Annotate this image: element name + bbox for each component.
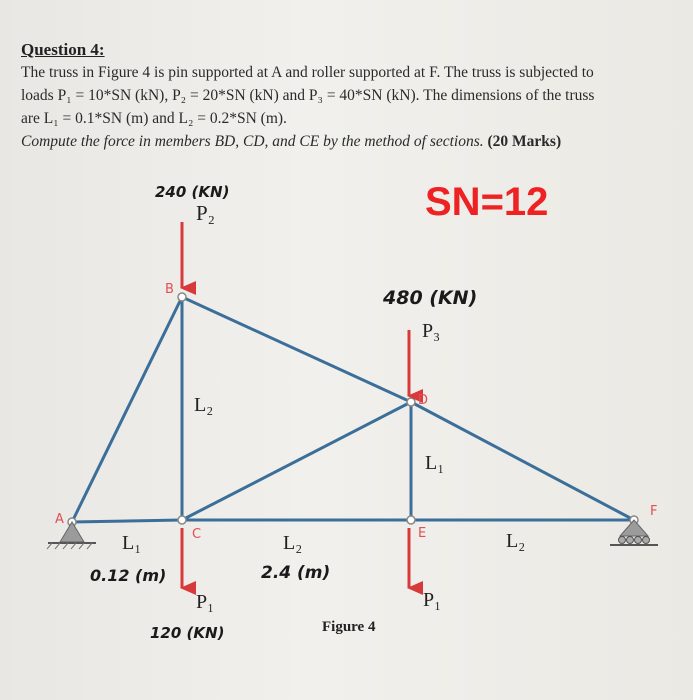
node-label-d: D — [418, 393, 429, 408]
joints — [68, 293, 638, 526]
dimension-l2-right: L₂ — [506, 530, 526, 552]
joint-c — [178, 516, 186, 524]
node-label-b: B — [165, 282, 174, 297]
truss-members — [72, 297, 634, 522]
question-title: Question 4: — [21, 40, 105, 59]
p2-value: 240 (KN) — [155, 183, 230, 201]
roller-support-icon — [610, 520, 658, 545]
node-label-e: E — [418, 526, 427, 541]
dimension-l2-vertical: L₂ — [194, 394, 214, 416]
l1-value: 0.12 (m) — [90, 566, 167, 585]
node-label-f: F — [650, 504, 658, 519]
p1-label-e: P₁ — [423, 589, 442, 611]
member-cd — [182, 402, 411, 520]
sn-value: SN=12 — [425, 180, 549, 224]
l2-value: 2.4 (m) — [261, 563, 331, 583]
member-df — [411, 402, 634, 520]
member-bd — [182, 297, 411, 402]
question-text-line-3: are L₁ = 0.1*SN (m) and L₂ = 0.2*SN (m). — [21, 110, 287, 127]
member-ab — [72, 297, 182, 522]
p1-value: 120 (KN) — [150, 624, 225, 642]
joint-d — [407, 398, 415, 406]
node-label-a: A — [55, 512, 64, 527]
figure-caption: Figure 4 — [322, 619, 376, 635]
p3-label: P₃ — [422, 320, 441, 342]
question-text-line-1: The truss in Figure 4 is pin supported at A and roller supported at F. The truss is subjected to — [21, 64, 594, 81]
p2-label: P₂ — [196, 201, 216, 225]
p1-label-c: P₁ — [196, 591, 215, 613]
dimension-l1-left: L₁ — [122, 532, 142, 554]
question-text-line-2: loads P₁ = 10*SN (kN), P₂ = 20*SN (kN) and P₃ = 40*SN (kN). The dimensions of the truss — [21, 87, 595, 104]
member-ac — [72, 520, 182, 522]
joint-e — [407, 516, 415, 524]
node-label-c: C — [192, 527, 202, 542]
joint-b — [178, 293, 186, 301]
dimension-l2-mid: L₂ — [283, 532, 303, 554]
dimension-l1-vertical: L₁ — [425, 452, 445, 474]
p3-value: 480 (KN) — [383, 287, 478, 309]
question-task: Compute the force in members BD, CD, and CE by the method of sections. — [21, 133, 484, 150]
question-marks: (20 Marks) — [487, 133, 562, 150]
